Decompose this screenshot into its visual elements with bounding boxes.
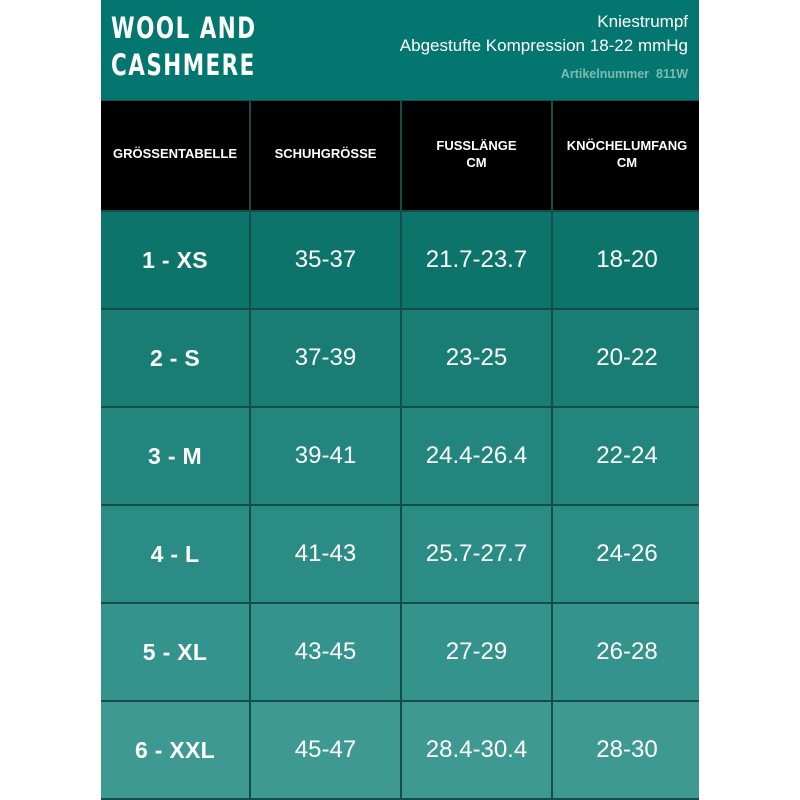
size-label-cell: 3 - M	[101, 408, 249, 504]
column-header-line: GRÖSSENTABELLE	[113, 146, 237, 161]
ankle-circumference-cell: 26-28	[553, 604, 699, 700]
ankle-circumference-cell: 28-30	[553, 702, 699, 798]
column-header-foot-length	[402, 101, 551, 210]
size-chart-panel	[101, 0, 699, 800]
ankle-circumference-cell: 24-26	[553, 506, 699, 602]
shoe-size-cell: 41-43	[251, 506, 400, 602]
shoe-size-cell: 45-47	[251, 702, 400, 798]
ankle-circumference-cell: 20-22	[553, 310, 699, 406]
column-header-size	[101, 101, 249, 210]
shoe-size-cell: 37-39	[251, 310, 400, 406]
foot-length-cell: 28.4-30.4	[402, 702, 551, 798]
column-header-unit: CM	[616, 154, 638, 170]
foot-length-cell: 24.4-26.4	[402, 408, 551, 504]
article-label: Artikelnummer	[560, 67, 650, 81]
article-value: 811W	[656, 67, 688, 81]
ankle-circumference-cell: 22-24	[553, 408, 699, 504]
column-header-line: KNÖCHELUMFANG	[566, 137, 688, 153]
foot-length-cell: 21.7-23.7	[402, 212, 551, 308]
brand-line-2: CASHMERE	[111, 48, 256, 82]
brand-line-1: WOOL AND	[111, 11, 257, 45]
size-label-cell: 6 - XXL	[101, 702, 249, 798]
brand-logo	[111, 10, 289, 84]
ankle-circumference-cell: 18-20	[553, 212, 699, 308]
chart-header	[101, 0, 699, 100]
product-type: Kniestrumpf	[597, 12, 688, 31]
column-header-shoe-size	[251, 101, 400, 210]
column-header-ankle-circumference	[553, 101, 699, 210]
size-label-cell: 4 - L	[101, 506, 249, 602]
column-header-line: SCHUHGRÖSSE	[274, 146, 377, 161]
column-header-unit: CM	[466, 154, 487, 170]
column-header-line: FUSSLÄNGE	[436, 137, 517, 153]
foot-length-cell: 23-25	[402, 310, 551, 406]
size-label-cell: 5 - XL	[101, 604, 249, 700]
foot-length-cell: 25.7-27.7	[402, 506, 551, 602]
size-label-cell: 2 - S	[101, 310, 249, 406]
shoe-size-cell: 35-37	[251, 212, 400, 308]
shoe-size-cell: 43-45	[251, 604, 400, 700]
size-table	[101, 101, 699, 800]
size-label-cell: 1 - XS	[101, 212, 249, 308]
shoe-size-cell: 39-41	[251, 408, 400, 504]
article-number	[561, 66, 688, 82]
foot-length-cell: 27-29	[402, 604, 551, 700]
compression-info: Abgestufte Kompression 18-22 mmHg	[399, 36, 688, 55]
